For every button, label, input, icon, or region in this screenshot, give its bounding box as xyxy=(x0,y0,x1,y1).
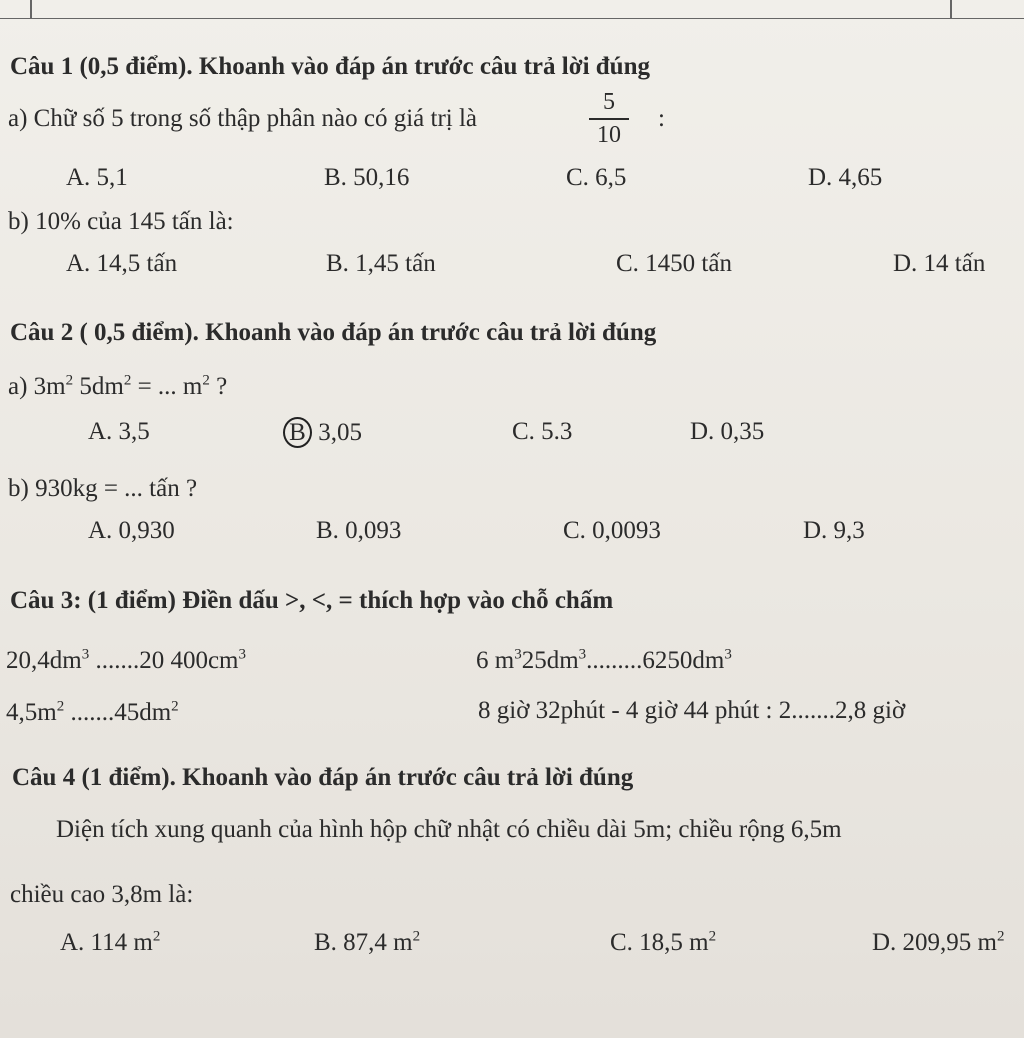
fraction-bar xyxy=(589,118,629,120)
q2a-option-b-value: 3,05 xyxy=(318,419,362,446)
q4-option-d-value: D. 209,95 m xyxy=(872,929,997,956)
q1b-option-c: C. 1450 tấn xyxy=(616,250,732,277)
q1a-option-c: C. 6,5 xyxy=(566,164,627,191)
q2a-exp1: 2 xyxy=(65,372,74,389)
q4-option-b-exp: 2 xyxy=(412,928,421,945)
q1-title: Câu 1 (0,5 điểm). Khoanh vào đáp án trước câu trả lời đúng xyxy=(10,53,650,80)
q4-option-a-exp: 2 xyxy=(152,928,161,945)
q1a-question: a) Chữ số 5 trong số thập phân nào có giá trị là xyxy=(8,105,478,132)
border-tick-left xyxy=(30,0,32,18)
q2a-exp2: 2 xyxy=(123,372,132,389)
q2b-option-b: B. 0,093 xyxy=(316,517,402,544)
q1a-colon: : xyxy=(658,105,665,132)
q2a-expr-part2: 5dm xyxy=(73,373,124,400)
q3-c1-right: .......20 400cm xyxy=(89,647,239,674)
q1a-option-b: B. 50,16 xyxy=(324,164,410,191)
q2a-expr-part3: = ... m xyxy=(131,373,203,400)
q3-c2-exp2: 3 xyxy=(578,646,587,663)
q3-compare-4: 8 giờ 32phút - 4 giờ 44 phút : 2.......2,8 giờ xyxy=(478,697,906,724)
q4-option-b xyxy=(314,928,420,958)
circled-answer-marker: B xyxy=(283,417,312,448)
q3-compare-3 xyxy=(6,698,179,728)
page-top-border xyxy=(0,0,1024,19)
q3-title: Câu 3: (1 điểm) Điền dấu >, <, = thích hợp vào chỗ chấm xyxy=(10,587,614,614)
q2a-option-b xyxy=(286,417,362,448)
q4-title: Câu 4 (1 điểm). Khoanh vào đáp án trước câu trả lời đúng xyxy=(12,764,634,791)
q4-option-d-exp: 2 xyxy=(997,928,1005,945)
border-tick-right xyxy=(950,0,952,18)
q4-problem-line2: chiều cao 3,8m là: xyxy=(10,881,194,908)
q2a-option-a: A. 3,5 xyxy=(88,418,150,445)
q2a-option-c: C. 5.3 xyxy=(512,418,573,445)
q2a-expr-part1: 3m xyxy=(33,373,66,400)
q1b-option-d: D. 14 tấn xyxy=(893,250,986,277)
q1a-option-a: A. 5,1 xyxy=(66,164,128,191)
q2b-option-c: C. 0,0093 xyxy=(563,517,661,544)
q2a-label: a) xyxy=(8,373,28,400)
q3-c2-part3: .........6250dm xyxy=(586,647,725,674)
q2a-expr-part4: ? xyxy=(209,373,228,400)
q4-option-c-value: C. 18,5 m xyxy=(610,929,709,956)
fraction-numerator: 5 xyxy=(603,89,615,115)
q2-title: Câu 2 ( 0,5 điểm). Khoanh vào đáp án trước câu trả lời đúng xyxy=(10,319,657,346)
q1b-question: b) 10% của 145 tấn là: xyxy=(8,208,234,235)
q2b-option-d: D. 9,3 xyxy=(803,517,865,544)
q3-c2-part1: 6 m xyxy=(476,647,515,674)
q1a-option-d: D. 4,65 xyxy=(808,164,883,191)
q2a-option-d: D. 0,35 xyxy=(690,418,765,445)
q4-problem-line1: Diện tích xung quanh của hình hộp chữ nhật có chiều dài 5m; chiều rộng 6,5m xyxy=(56,816,842,843)
q2a-exp3: 2 xyxy=(202,372,210,389)
q3-compare-1 xyxy=(6,646,246,676)
q4-option-c-exp: 2 xyxy=(708,928,717,945)
q2a-question xyxy=(8,372,227,402)
q4-option-a-value: A. 114 m xyxy=(60,929,153,956)
q1b-option-a: A. 14,5 tấn xyxy=(66,250,178,277)
q1b-option-b: B. 1,45 tấn xyxy=(326,250,436,277)
q3-c3-left: 4,5m xyxy=(6,699,57,726)
q2b-question: b) 930kg = ... tấn ? xyxy=(8,475,198,502)
q3-c2-exp1: 3 xyxy=(514,646,522,663)
q1a-fraction xyxy=(589,89,629,148)
q4-option-a xyxy=(60,928,160,958)
q3-c3-right-exp: 2 xyxy=(171,698,179,715)
q4-option-d xyxy=(872,928,1005,958)
q3-c1-left: 20,4dm xyxy=(6,647,82,674)
fraction-denominator: 10 xyxy=(597,121,621,148)
q2b-option-a: A. 0,930 xyxy=(88,517,175,544)
q3-c2-part2: 25dm xyxy=(521,647,579,674)
q3-c3-right: .......45dm xyxy=(64,699,172,726)
q3-c2-exp3: 3 xyxy=(724,646,732,663)
q3-c1-right-exp: 3 xyxy=(238,646,246,663)
q3-c1-left-exp: 3 xyxy=(81,646,90,663)
q3-compare-2 xyxy=(476,646,732,676)
q4-option-c xyxy=(610,928,716,958)
q3-c3-left-exp: 2 xyxy=(56,698,65,715)
q4-option-b-value: B. 87,4 m xyxy=(314,929,413,956)
